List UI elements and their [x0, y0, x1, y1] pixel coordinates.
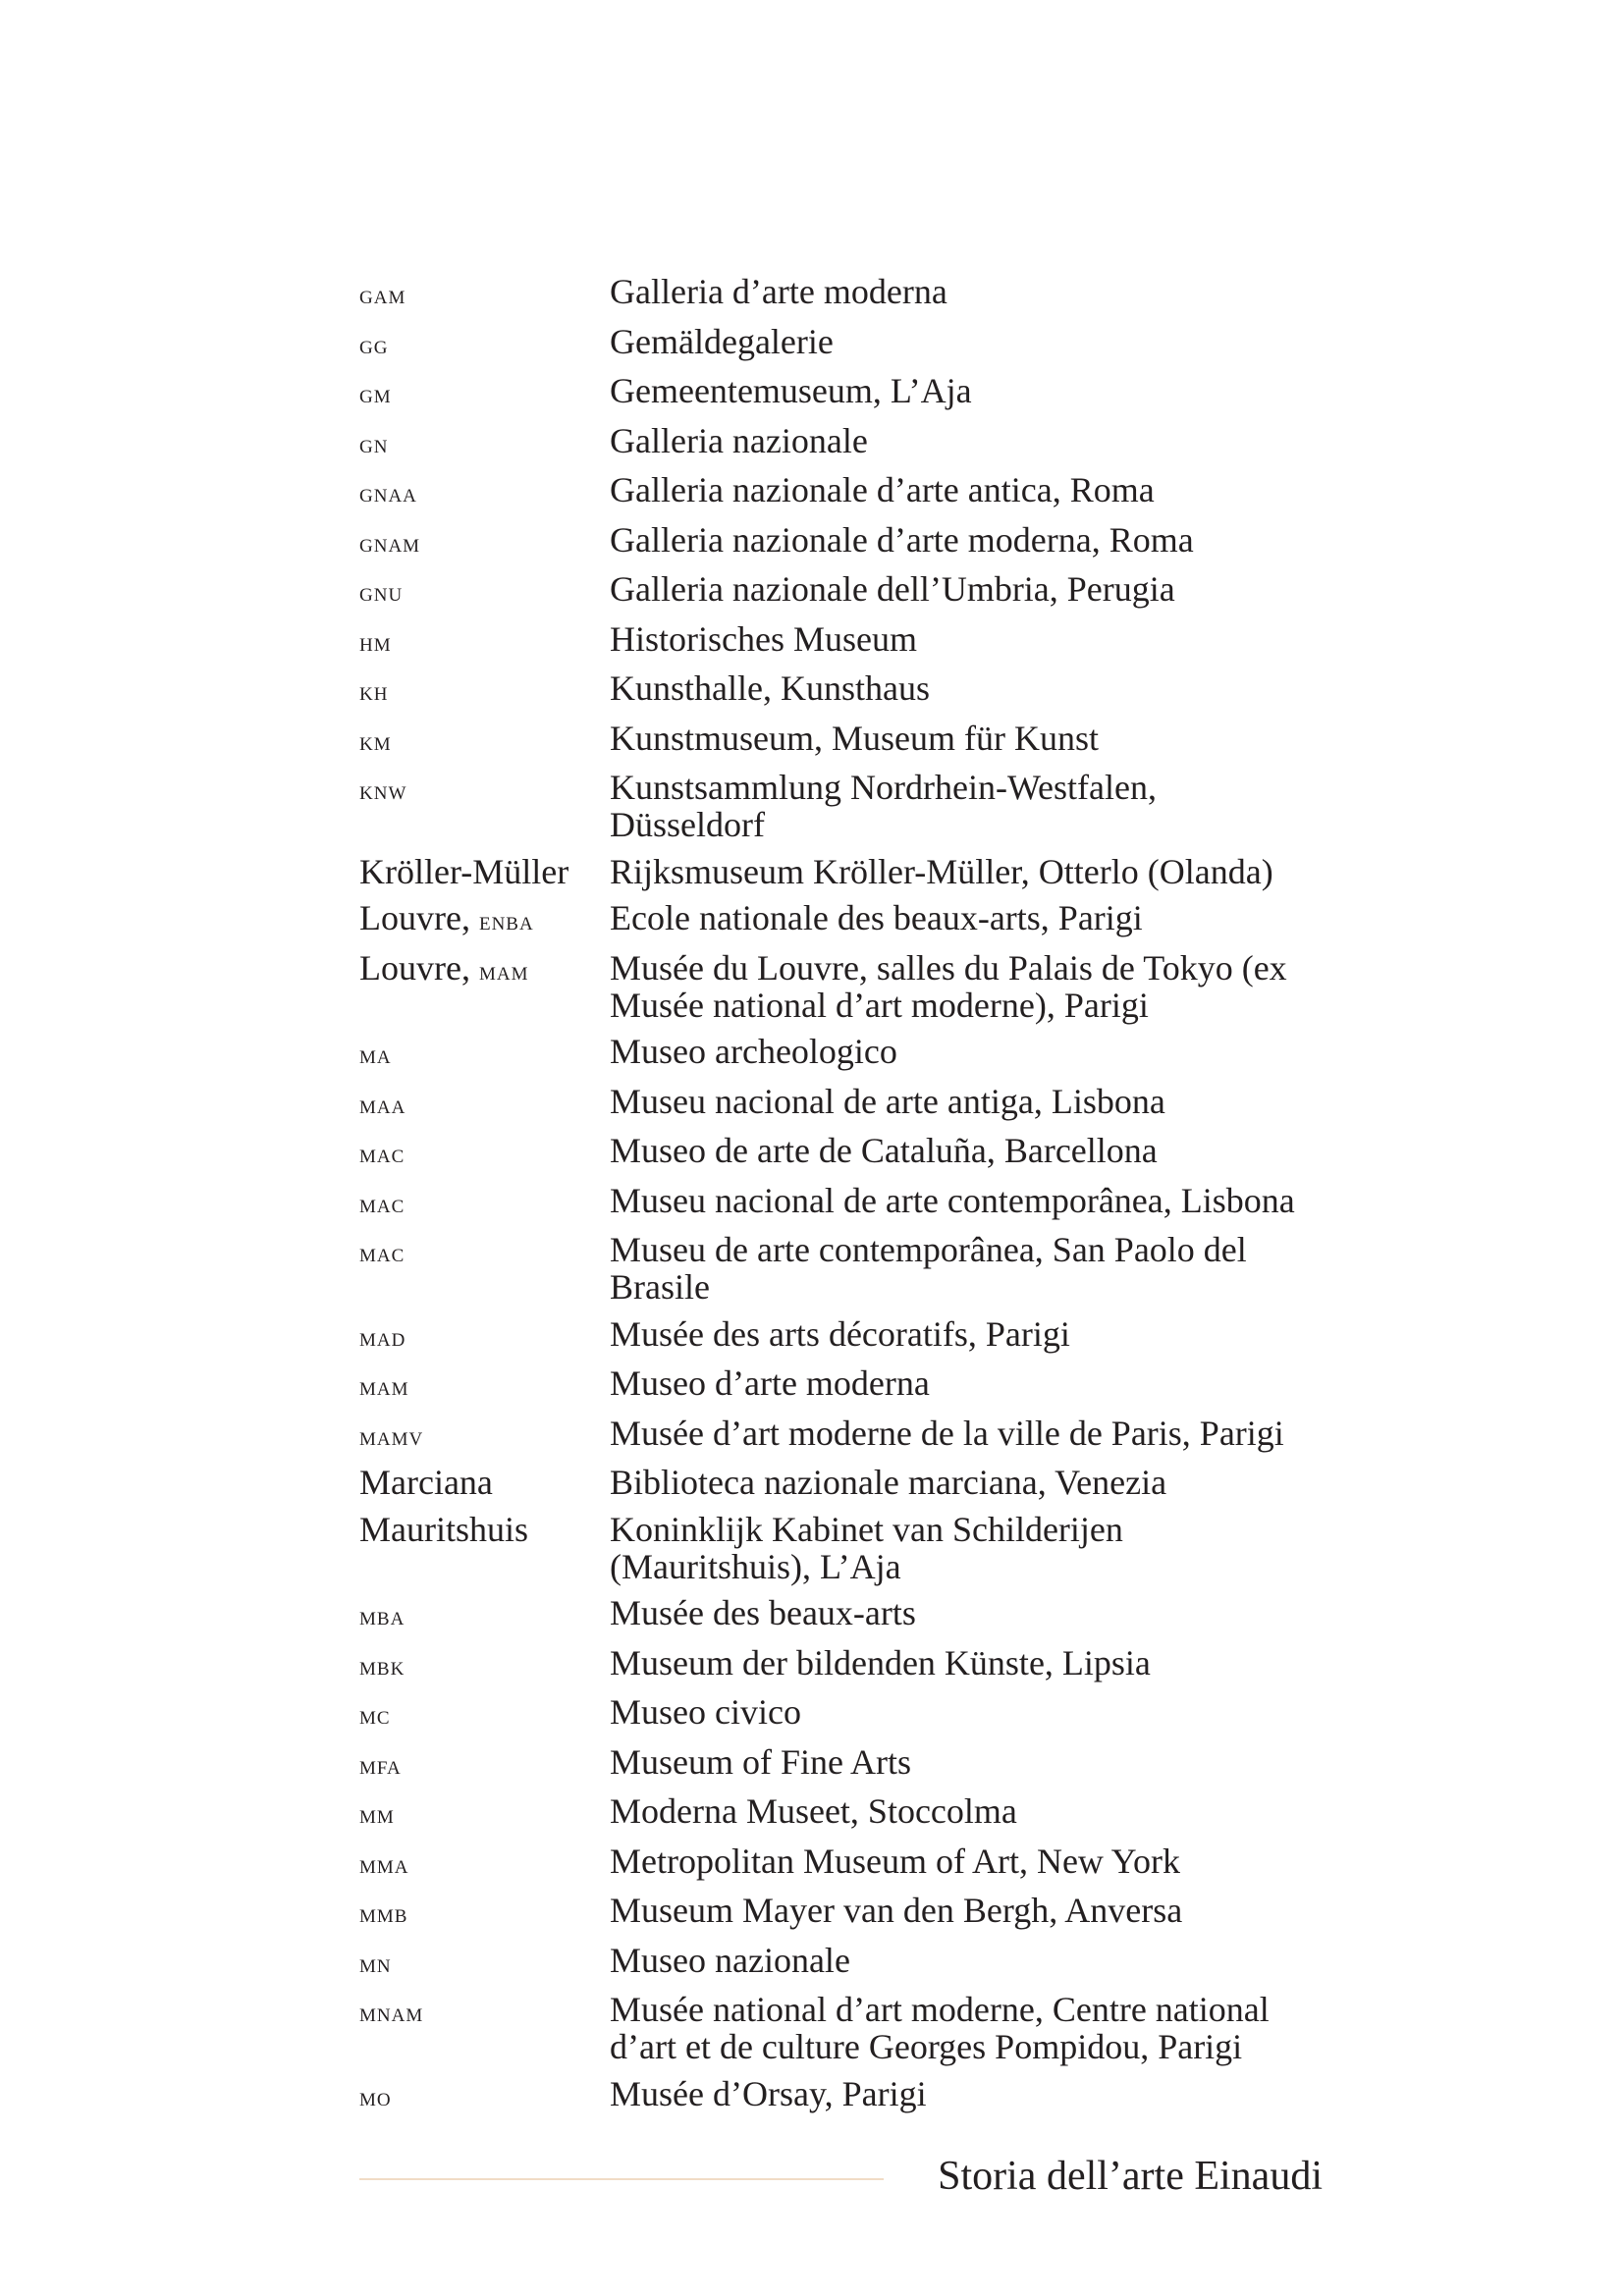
abbreviation-entry — [359, 1511, 1322, 1585]
abbreviation-entry — [359, 1364, 1322, 1405]
abbreviation-entry — [359, 1415, 1322, 1455]
abbreviation-entry — [359, 720, 1322, 760]
abbreviation-term: gnaa — [359, 478, 417, 507]
abbreviation-description: Museu nacional de arte antiga, Lisbona — [610, 1081, 1165, 1121]
abbreviation-entry — [359, 521, 1322, 561]
abbreviation-entry — [359, 899, 1322, 939]
abbreviation-term: mc — [359, 1700, 391, 1730]
abbreviation-description: Galleria nazionale d’arte antica, Roma — [610, 470, 1155, 509]
abbreviation-entry — [359, 853, 1322, 890]
abbreviation-entry — [359, 1792, 1322, 1833]
abbreviation-term: Louvre, enba — [359, 898, 534, 937]
abbreviation-term: mac — [359, 1238, 406, 1267]
abbreviation-entry — [359, 1083, 1322, 1123]
abbreviation-entry — [359, 1892, 1322, 1932]
abbreviation-term: gnu — [359, 577, 404, 607]
abbreviation-description: Rijksmuseum Kröller-Müller, Otterlo (Olanda) — [610, 851, 1273, 891]
abbreviation-term: kh — [359, 676, 389, 706]
abbreviation-description: Galleria nazionale d’arte moderna, Roma — [610, 519, 1194, 560]
abbreviation-entry — [359, 273, 1322, 313]
abbreviation-entry — [359, 1231, 1322, 1306]
abbreviation-description: Musée national d’art moderne, Centre national d’art et de culture Georges Pompidou, Parigi — [610, 1990, 1270, 2066]
abbreviation-term: mmb — [359, 1898, 408, 1928]
abbreviation-entry — [359, 471, 1322, 511]
abbreviation-term: ma — [359, 1040, 392, 1069]
abbreviation-list — [359, 273, 1322, 2124]
abbreviation-description: Museum Mayer van den Bergh, Anversa — [610, 1891, 1183, 1930]
abbreviation-description: Kunstsammlung Nordrhein-Westfalen, Düsseldorf — [610, 768, 1157, 844]
abbreviation-description: Musée du Louvre, salles du Palais de Tokyo (ex Musée national d’art moderne), Parigi — [610, 947, 1287, 1025]
abbreviation-entry — [359, 2075, 1322, 2115]
abbreviation-description: Museo archeologico — [610, 1032, 897, 1071]
abbreviation-term: hm — [359, 626, 392, 657]
abbreviation-term: Marciana — [359, 1463, 493, 1502]
abbreviation-entry — [359, 372, 1322, 412]
abbreviation-term: gn — [359, 428, 389, 458]
abbreviation-term: gg — [359, 329, 389, 359]
abbreviation-description: Metropolitan Museum of Art, New York — [610, 1841, 1180, 1881]
abbreviation-term: knw — [359, 775, 407, 805]
abbreviation-entry — [359, 1182, 1322, 1222]
abbreviation-description: Musée d’Orsay, Parigi — [610, 2073, 927, 2113]
abbreviation-term: Mauritshuis — [359, 1509, 529, 1549]
abbreviation-description: Ecole nationale des beaux-arts, Parigi — [610, 898, 1143, 937]
abbreviation-description: Galleria d’arte moderna — [610, 272, 947, 311]
abbreviation-term: mba — [359, 1601, 406, 1630]
abbreviation-entry — [359, 1033, 1322, 1073]
abbreviation-entry — [359, 1842, 1322, 1883]
abbreviation-entry — [359, 1594, 1322, 1634]
abbreviation-description: Gemeentemuseum, L’Aja — [610, 371, 972, 410]
abbreviation-term: mam — [359, 1371, 409, 1401]
abbreviation-entry — [359, 1942, 1322, 1982]
abbreviation-term: mamv — [359, 1420, 424, 1451]
abbreviation-term: mn — [359, 1948, 392, 1978]
abbreviation-description: Biblioteca nazionale marciana, Venezia — [610, 1463, 1167, 1502]
abbreviation-description: Moderna Museet, Stoccolma — [610, 1791, 1017, 1831]
abbreviation-description: Galleria nazionale dell’Umbria, Perugia — [610, 569, 1175, 609]
abbreviation-entry — [359, 1315, 1322, 1356]
abbreviation-description: Museo civico — [610, 1692, 801, 1732]
abbreviation-term: mo — [359, 2081, 392, 2111]
abbreviation-description: Museo nazionale — [610, 1940, 850, 1980]
abbreviation-description: Museo de arte de Cataluña, Barcellona — [610, 1131, 1158, 1170]
abbreviation-entry — [359, 422, 1322, 462]
abbreviation-entry — [359, 1743, 1322, 1784]
abbreviation-description: Gemäldegalerie — [610, 321, 834, 361]
abbreviation-term: maa — [359, 1089, 406, 1119]
abbreviation-entry — [359, 1644, 1322, 1684]
abbreviation-term: gm — [359, 379, 392, 408]
abbreviation-entry — [359, 1693, 1322, 1734]
abbreviation-term: gnam — [359, 527, 421, 558]
abbreviation-entry — [359, 669, 1322, 710]
footer-rule — [359, 2178, 884, 2180]
abbreviation-term: mm — [359, 1799, 395, 1829]
abbreviation-term: mbk — [359, 1650, 406, 1681]
abbreviation-term: mac — [359, 1139, 406, 1168]
abbreviation-term: mma — [359, 1848, 409, 1879]
abbreviation-term: mfa — [359, 1749, 402, 1780]
abbreviation-entry — [359, 1991, 1322, 2065]
abbreviation-entry — [359, 1132, 1322, 1172]
abbreviation-entry — [359, 323, 1322, 363]
abbreviation-description: Museum der bildenden Künste, Lipsia — [610, 1642, 1151, 1682]
footer-title: Storia dell’arte Einaudi — [938, 2154, 1323, 2199]
abbreviation-description: Museu nacional de arte contemporânea, Lisbona — [610, 1180, 1295, 1220]
abbreviation-entry — [359, 1464, 1322, 1501]
abbreviation-description: Museu de arte contemporânea, San Paolo del Brasile — [610, 1230, 1247, 1307]
abbreviation-term: Kröller-Müller — [359, 851, 569, 891]
abbreviation-description: Kunstmuseum, Museum für Kunst — [610, 718, 1099, 758]
abbreviation-term: gam — [359, 280, 406, 309]
abbreviation-term: km — [359, 725, 392, 756]
abbreviation-description: Musée des beaux-arts — [610, 1593, 916, 1632]
abbreviation-entry — [359, 570, 1322, 611]
abbreviation-term: Louvre, mam — [359, 947, 529, 988]
abbreviation-description: Koninklijk Kabinet van Schilderijen (Mauritshuis), L’Aja — [610, 1509, 1123, 1586]
abbreviation-description: Kunsthalle, Kunsthaus — [610, 668, 930, 708]
abbreviation-term: mac — [359, 1188, 406, 1218]
abbreviation-description: Galleria nazionale — [610, 420, 868, 460]
abbreviation-description: Musée des arts décoratifs, Parigi — [610, 1313, 1070, 1354]
abbreviation-term: mnam — [359, 1998, 424, 2027]
abbreviation-description: Museo d’arte moderna — [610, 1363, 930, 1403]
abbreviation-entry — [359, 949, 1322, 1024]
abbreviation-term: mad — [359, 1321, 406, 1352]
abbreviation-description: Historisches Museum — [610, 618, 917, 659]
abbreviation-entry — [359, 769, 1322, 843]
abbreviation-entry — [359, 620, 1322, 661]
abbreviation-description: Musée d’art moderne de la ville de Paris, Parigi — [610, 1413, 1284, 1453]
abbreviation-description: Museum of Fine Arts — [610, 1741, 912, 1782]
